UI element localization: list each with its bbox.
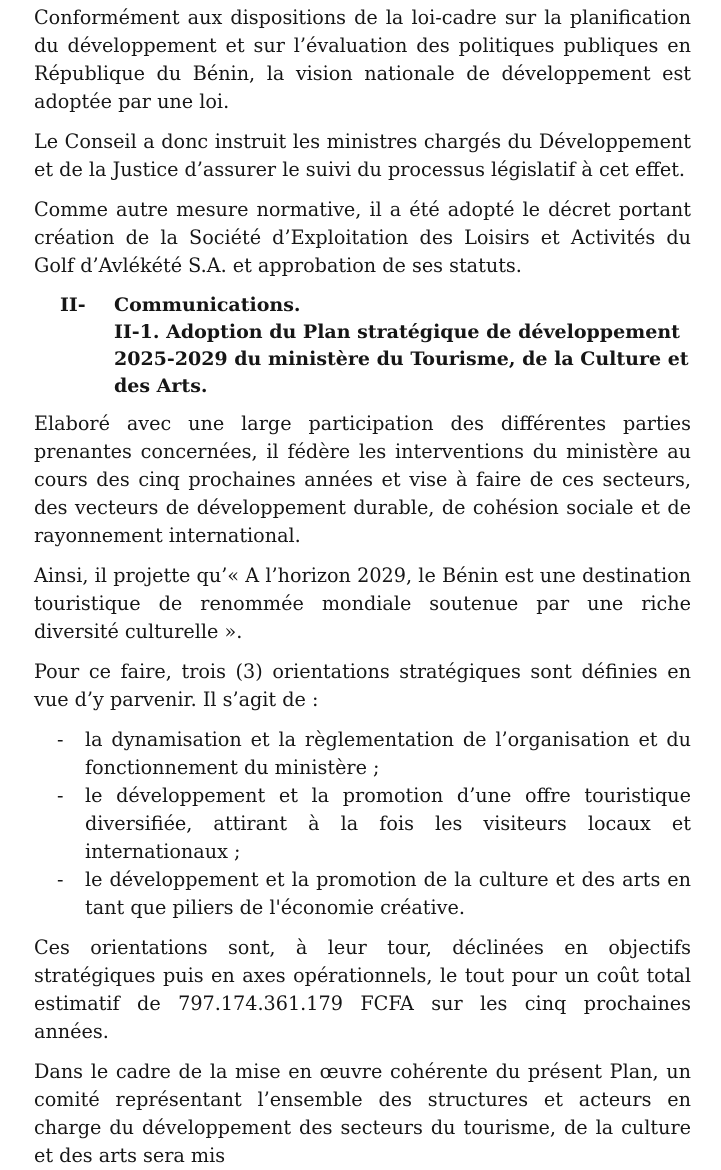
paragraph-elabore: Elaboré avec une large participation des différentes parties prenantes concernées, il fédère les interventions du ministère au cours des cinq prochaines années et vise à faire de ces secteurs, des vecteurs de développement durable, de cohésion sociale et de rayonnement international.	[34, 412, 691, 547]
paragraph-conseil: Le Conseil a donc instruit les ministres chargés du Développement et de la Justice d’assurer le suivi du processus législatif à cet effet.	[34, 130, 691, 181]
paragraph-comite: Dans le cadre de la mise en œuvre cohérente du présent Plan, un comité représentant l’ensemble des structures et acteurs en charge du développement des secteurs du tourisme, de la culture et des arts sera mis	[34, 1060, 691, 1167]
paragraph-cout-total: Ces orientations sont, à leur tour, déclinées en objectifs stratégiques puis en axes opérationnels, le tout pour un coût total estimatif de 797.174.361.179 FCFA sur les cinq prochaines années.	[34, 936, 691, 1043]
bullet-dash: -	[57, 784, 64, 807]
list-item-text: le développement et la promotion d’une offre touristique diversifiée, attirant à la fois les visiteurs locaux et internationaux ;	[85, 784, 691, 863]
list-item-text: la dynamisation et la règlementation de l’organisation et du fonctionnement du ministère ;	[85, 728, 691, 779]
paragraph-vision-2029: Ainsi, il projette qu’« A l’horizon 2029, le Bénin est une destination touristique de renommée mondiale soutenue par une riche diversité culturelle ».	[34, 564, 691, 643]
list-item	[57, 782, 691, 866]
list-item	[57, 726, 691, 782]
paragraph-loi-cadre: Conformément aux dispositions de la loi-cadre sur la planification du développement et sur l’évaluation des politiques publiques en République du Bénin, la vision nationale de développement est adoptée par une loi.	[34, 6, 691, 113]
section-title: Communications.	[114, 294, 301, 316]
bullet-dash: -	[57, 868, 64, 891]
list-item	[57, 866, 691, 922]
section-number: II-	[60, 294, 86, 316]
section-heading	[60, 292, 691, 400]
section-title-row	[60, 292, 691, 319]
list-item-text: le développement et la promotion de la culture et des arts en tant que piliers de l'économie créative.	[85, 868, 691, 919]
section-subtitle: II-1. Adoption du Plan stratégique de développement 2025-2029 du ministère du Tourisme, de la Culture et des Arts.	[114, 321, 689, 397]
bullet-dash: -	[57, 728, 64, 751]
paragraph-orientations-intro: Pour ce faire, trois (3) orientations stratégiques sont définies en vue d’y parvenir. Il s’agit de :	[34, 660, 691, 711]
orientations-list	[34, 726, 691, 922]
paragraph-decret: Comme autre mesure normative, il a été adopté le décret portant création de la Société d’Exploitation des Loisirs et Activités du Golf d’Avlékété S.A. et approbation de ses statuts.	[34, 198, 691, 277]
